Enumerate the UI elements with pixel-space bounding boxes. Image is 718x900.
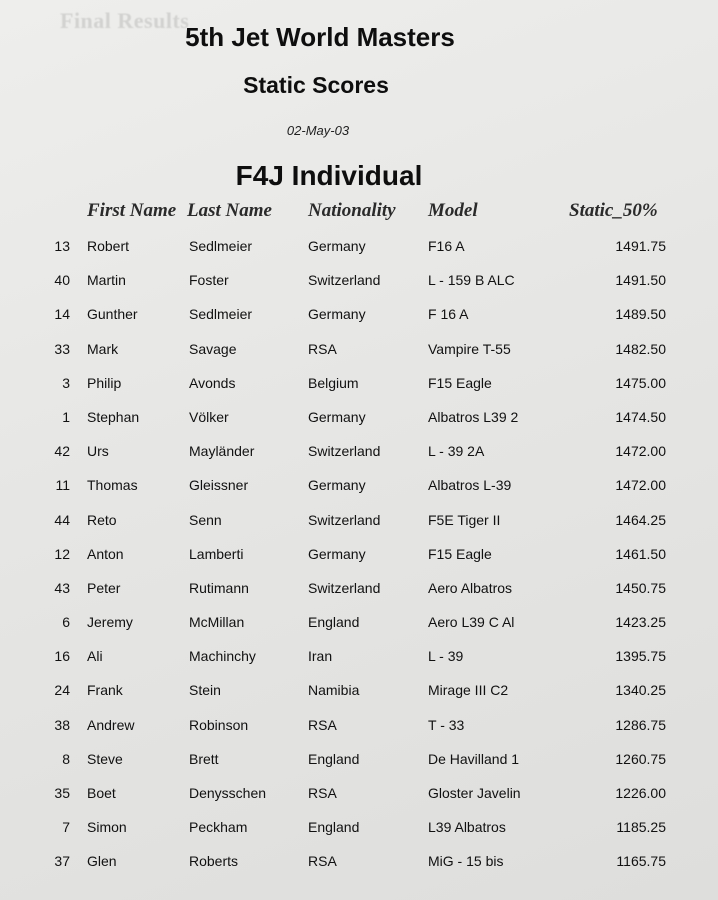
- nationality-cell: England: [308, 819, 360, 836]
- first-name-cell: Glen: [87, 853, 117, 870]
- static-score-cell: 1464.25: [615, 511, 666, 528]
- last-name-cell: Lamberti: [189, 545, 244, 562]
- nationality-cell: RSA: [308, 716, 337, 733]
- model-cell: F15 Eagle: [428, 374, 492, 391]
- table-row: [0, 373, 718, 407]
- model-cell: F5E Tiger II: [428, 511, 501, 528]
- entry-number: 24: [54, 682, 70, 699]
- static-score-cell: 1491.50: [615, 272, 666, 289]
- table-row: [0, 612, 718, 646]
- last-name-cell: Sedlmeier: [189, 238, 253, 254]
- static-score-cell: 1286.75: [615, 716, 666, 733]
- static-score-cell: 1474.50: [615, 408, 666, 425]
- entry-number: 11: [55, 477, 70, 494]
- table-row: [0, 510, 718, 544]
- entry-number: 37: [54, 853, 70, 870]
- header-first-name: First Name: [87, 200, 177, 221]
- entry-number: 12: [54, 545, 70, 562]
- table-row: [0, 304, 718, 338]
- model-cell: F 16 A: [428, 306, 469, 323]
- first-name-cell: Andrew: [87, 716, 135, 733]
- last-name-cell: Stein: [189, 682, 221, 699]
- model-cell: Gloster Javelin: [428, 785, 521, 801]
- static-score-cell: 1491.75: [615, 238, 666, 254]
- entry-number: 44: [54, 511, 70, 528]
- static-score-cell: 1482.50: [615, 340, 666, 357]
- last-name-cell: Rutimann: [189, 579, 249, 596]
- last-name-cell: McMillan: [189, 614, 245, 631]
- first-name-cell: Anton: [87, 545, 124, 562]
- model-cell: L - 159 B ALC: [428, 272, 515, 289]
- header-model: Model: [428, 200, 478, 221]
- entry-number: 40: [54, 272, 70, 289]
- entry-number: 1: [62, 408, 70, 425]
- entry-number: 42: [54, 443, 70, 460]
- entry-number: 8: [62, 750, 70, 767]
- last-name-cell: Peckham: [189, 819, 248, 836]
- model-cell: Albatros L-39: [428, 477, 512, 494]
- model-cell: De Havilland 1: [428, 750, 520, 767]
- entry-number: 14: [54, 306, 70, 323]
- static-score-cell: 1226.00: [615, 785, 666, 801]
- nationality-cell: Namibia: [308, 682, 360, 699]
- nationality-cell: Iran: [308, 648, 333, 665]
- entry-number: 33: [54, 340, 70, 357]
- static-score-cell: 1489.50: [615, 306, 666, 323]
- first-name-cell: Martin: [87, 272, 126, 289]
- nationality-cell: Switzerland: [308, 272, 381, 289]
- entry-number: 43: [54, 579, 70, 596]
- model-cell: MiG - 15 bis: [428, 853, 504, 870]
- model-cell: F16 A: [428, 238, 465, 254]
- table-row: [0, 544, 718, 578]
- first-name-cell: Urs: [87, 443, 109, 460]
- nationality-cell: Germany: [308, 545, 366, 562]
- table-row: [0, 715, 718, 749]
- first-name-cell: Peter: [87, 579, 121, 596]
- last-name-cell: Mayländer: [189, 443, 255, 460]
- section-title: F4J Individual: [235, 160, 423, 191]
- nationality-cell: England: [308, 750, 360, 767]
- first-name-cell: Steve: [87, 750, 123, 767]
- last-name-cell: Senn: [189, 511, 222, 528]
- last-name-cell: Völker: [189, 408, 229, 425]
- static-score-cell: 1475.00: [615, 374, 666, 391]
- model-cell: Mirage III C2: [428, 682, 509, 699]
- nationality-cell: Germany: [308, 408, 366, 425]
- nationality-cell: Belgium: [308, 374, 359, 391]
- table-row: [0, 270, 718, 304]
- document-title: 5th Jet World Masters: [185, 22, 455, 52]
- last-name-cell: Sedlmeier: [189, 306, 253, 323]
- first-name-cell: Ali: [87, 648, 103, 665]
- static-score-cell: 1461.50: [615, 545, 666, 562]
- table-row: [0, 783, 718, 817]
- first-name-cell: Boet: [87, 785, 116, 801]
- model-cell: L39 Albatros: [428, 819, 506, 836]
- nationality-cell: Germany: [308, 306, 366, 323]
- static-score-cell: 1395.75: [615, 648, 666, 665]
- last-name-cell: Gleissner: [189, 477, 249, 494]
- last-name-cell: Foster: [189, 272, 229, 289]
- model-cell: Aero L39 C Al: [428, 614, 515, 631]
- first-name-cell: Reto: [87, 511, 117, 528]
- first-name-cell: Robert: [87, 238, 130, 254]
- first-name-cell: Gunther: [87, 306, 138, 323]
- static-score-cell: 1450.75: [615, 579, 666, 596]
- nationality-cell: Switzerland: [308, 443, 381, 460]
- model-cell: Aero Albatros: [428, 579, 513, 596]
- nationality-cell: RSA: [308, 853, 337, 870]
- last-name-cell: Denysschen: [189, 785, 267, 801]
- model-cell: T - 33: [428, 716, 465, 733]
- nationality-cell: Switzerland: [308, 579, 381, 596]
- static-score-cell: 1165.75: [616, 853, 666, 870]
- entry-number: 6: [62, 614, 70, 631]
- first-name-cell: Jeremy: [87, 614, 133, 631]
- entry-number: 35: [54, 785, 70, 801]
- table-row: [0, 851, 718, 885]
- static-score-cell: 1340.25: [615, 682, 666, 699]
- table-row: [0, 236, 718, 270]
- nationality-cell: RSA: [308, 785, 337, 801]
- last-name-cell: Savage: [189, 340, 237, 357]
- static-score-cell: 1185.25: [616, 819, 666, 836]
- model-cell: Albatros L39 2: [428, 408, 519, 425]
- last-name-cell: Avonds: [189, 374, 236, 391]
- static-score-cell: 1423.25: [615, 614, 666, 631]
- model-cell: Vampire T-55: [428, 340, 511, 357]
- nationality-cell: RSA: [308, 340, 337, 357]
- nationality-cell: Switzerland: [308, 511, 381, 528]
- table-row: [0, 749, 718, 783]
- table-row: [0, 578, 718, 612]
- table-row: [0, 680, 718, 714]
- static-score-cell: 1472.00: [615, 443, 666, 460]
- static-score-cell: 1472.00: [615, 477, 666, 494]
- entry-number: 13: [54, 238, 70, 254]
- table-row: [0, 646, 718, 680]
- table-header: [0, 200, 718, 226]
- first-name-cell: Philip: [87, 374, 122, 391]
- document-subtitle: Static Scores: [243, 72, 389, 98]
- nationality-cell: Germany: [308, 238, 366, 254]
- first-name-cell: Mark: [87, 340, 119, 357]
- entry-number: 3: [62, 374, 70, 391]
- model-cell: L - 39: [428, 648, 464, 665]
- last-name-cell: Roberts: [189, 853, 239, 870]
- model-cell: F15 Eagle: [428, 545, 492, 562]
- table-row: [0, 339, 718, 373]
- first-name-cell: Frank: [87, 682, 123, 699]
- entry-number: 7: [62, 819, 70, 836]
- static-score-cell: 1260.75: [615, 750, 666, 767]
- first-name-cell: Thomas: [87, 477, 138, 494]
- results-table-body: [0, 236, 718, 886]
- table-row: [0, 441, 718, 475]
- model-cell: L - 39 2A: [428, 443, 485, 460]
- first-name-cell: Stephan: [87, 408, 140, 425]
- last-name-cell: Brett: [189, 750, 219, 767]
- header-static-score: Static_50%: [569, 200, 658, 221]
- nationality-cell: England: [308, 614, 360, 631]
- bleed-through-text: Final Results: [60, 8, 190, 33]
- last-name-cell: Machinchy: [189, 648, 256, 665]
- nationality-cell: Germany: [308, 477, 366, 494]
- entry-number: 38: [54, 716, 70, 733]
- document-date: 02-May-03: [286, 123, 350, 138]
- table-row: [0, 407, 718, 441]
- first-name-cell: Simon: [87, 819, 127, 836]
- header-nationality: Nationality: [308, 200, 396, 221]
- entry-number: 16: [54, 648, 70, 665]
- last-name-cell: Robinson: [189, 716, 249, 733]
- table-row: [0, 817, 718, 851]
- header-last-name: Last Name: [187, 200, 272, 221]
- table-row: [0, 475, 718, 509]
